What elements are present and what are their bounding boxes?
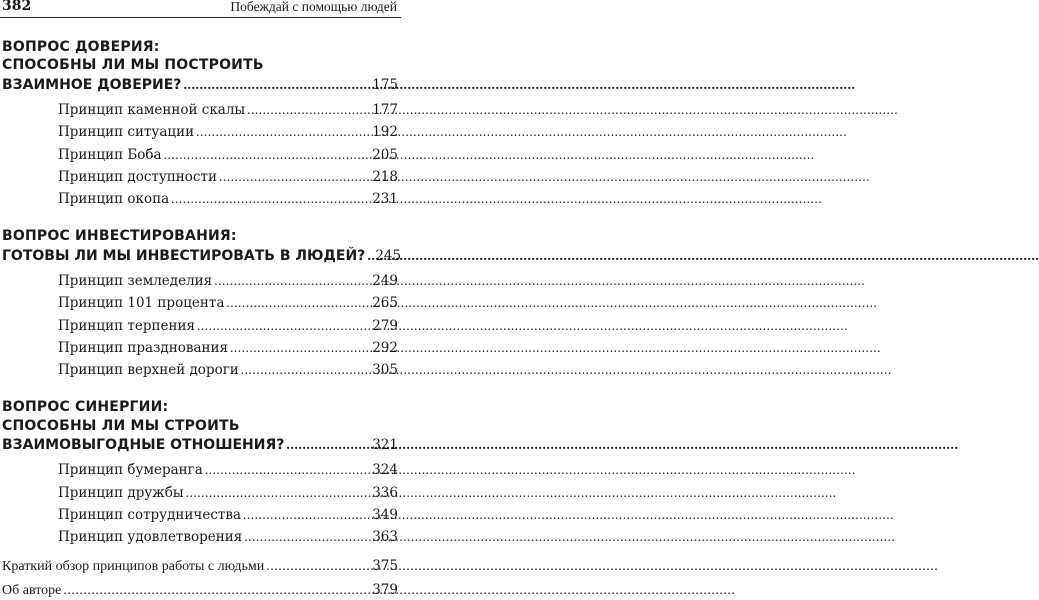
dot-leader: [247, 101, 370, 119]
toc-page-number: 192: [372, 124, 398, 140]
toc-entry-label: Об авторе: [2, 583, 62, 598]
toc-entry[interactable]: [58, 361, 398, 379]
toc-entry[interactable]: [58, 528, 398, 546]
dot-leader: [230, 339, 370, 357]
dot-leader: [266, 558, 370, 576]
toc-entry-label: ВЗАИМОВЫГОДНЫЕ ОТНОШЕНИЯ?: [2, 437, 285, 453]
toc-page-number: 292: [372, 340, 398, 356]
dot-leader: [367, 248, 373, 266]
toc-page-number: 231: [372, 191, 398, 207]
section-heading-line: ВОПРОС ИНВЕСТИРОВАНИЯ:: [2, 228, 237, 244]
toc-entry[interactable]: [58, 123, 398, 141]
toc-entry-section[interactable]: [2, 247, 402, 266]
toc-entry-label: Принцип доступности: [58, 169, 217, 185]
dot-leader: [63, 582, 370, 600]
section-heading-line: СПОСОБНЫ ЛИ МЫ СТРОИТЬ: [2, 418, 240, 434]
dot-leader: [241, 361, 370, 379]
toc-page-number: 363: [372, 529, 398, 545]
toc-entry-label: ВЗАИМНОЕ ДОВЕРИЕ?: [2, 77, 182, 93]
toc-entry-label: Принцип окопа: [58, 191, 170, 207]
toc-entry-section[interactable]: [2, 436, 398, 455]
dot-leader: [205, 461, 370, 479]
toc-entry-label: Принцип ситуации: [58, 124, 195, 140]
toc-entry[interactable]: [58, 190, 398, 208]
section-heading-line: СПОСОБНЫ ЛИ МЫ ПОСТРОИТЬ: [2, 57, 264, 73]
section-heading-line: ВОПРОС СИНЕРГИИ:: [2, 399, 169, 415]
toc-entry[interactable]: [2, 581, 398, 600]
dot-leader: [186, 484, 371, 502]
toc-page-number: 205: [372, 147, 398, 163]
dot-leader: [219, 168, 370, 186]
toc-page-number: 265: [372, 295, 398, 311]
toc-page-number: 349: [372, 507, 398, 523]
toc-entry[interactable]: [58, 339, 398, 357]
toc-entry-label: Принцип верхней дороги: [58, 362, 239, 378]
toc-entry[interactable]: [2, 557, 398, 576]
toc-entry[interactable]: [58, 146, 398, 164]
toc-entry[interactable]: [58, 506, 398, 524]
toc-page-number: 379: [372, 582, 398, 598]
toc-page-number: 245: [375, 248, 402, 264]
toc-entry[interactable]: [58, 272, 398, 290]
dot-leader: [171, 190, 370, 208]
toc-page-number: 305: [372, 362, 398, 378]
toc-page-number: 375: [372, 558, 398, 574]
toc-page-number: 336: [372, 485, 398, 501]
toc-entry-label: Краткий обзор принципов работы с людьми: [2, 559, 265, 574]
toc-page-number: 218: [372, 169, 398, 185]
toc-entry-label: Принцип сотрудничества: [58, 507, 242, 523]
toc-page-number: 324: [372, 462, 398, 478]
dot-leader: [183, 77, 370, 95]
toc-page-number: 249: [372, 273, 398, 289]
toc-entry-label: Принцип 101 процента: [58, 295, 225, 311]
toc-entry[interactable]: [58, 168, 398, 186]
table-of-contents: [0, 0, 401, 600]
dot-leader: [197, 317, 370, 335]
toc-entry-label: Принцип Боба: [58, 147, 162, 163]
page-number: 382: [2, 0, 32, 14]
dot-leader: [214, 272, 370, 290]
toc-entry-label: Принцип терпения: [58, 318, 195, 334]
toc-page-number: 175: [372, 77, 398, 93]
toc-entry-label: Принцип празднования: [58, 340, 229, 356]
toc-entry-label: Принцип удовлетворения: [58, 529, 243, 545]
toc-entry-label: Принцип земледелия: [58, 273, 213, 289]
dot-leader: [226, 294, 370, 312]
section-heading-line: ВОПРОС ДОВЕРИЯ:: [2, 39, 160, 55]
book-title: Побеждай с помощью людей: [230, 0, 397, 14]
dot-leader: [243, 506, 370, 524]
toc-entry-label: Принцип каменной скалы: [58, 102, 246, 118]
dot-leader: [196, 123, 370, 141]
dot-leader: [286, 437, 370, 455]
toc-entry-label: ГОТОВЫ ЛИ МЫ ИНВЕСТИРОВАТЬ В ЛЮДЕЙ?: [2, 248, 366, 264]
toc-entry-section[interactable]: [2, 76, 398, 95]
toc-entry[interactable]: [58, 101, 398, 119]
toc-entry[interactable]: [58, 484, 398, 502]
toc-entry[interactable]: [58, 317, 398, 335]
toc-page-number: 177: [372, 102, 398, 118]
toc-entry[interactable]: [58, 294, 398, 312]
toc-page-number: 321: [372, 437, 398, 453]
dot-leader: [164, 146, 371, 164]
toc-entry[interactable]: [58, 461, 398, 479]
toc-entry-label: Принцип дружбы: [58, 485, 184, 501]
dot-leader: [244, 528, 370, 546]
toc-entry-label: Принцип бумеранга: [58, 462, 203, 478]
toc-page-number: 279: [372, 318, 398, 334]
